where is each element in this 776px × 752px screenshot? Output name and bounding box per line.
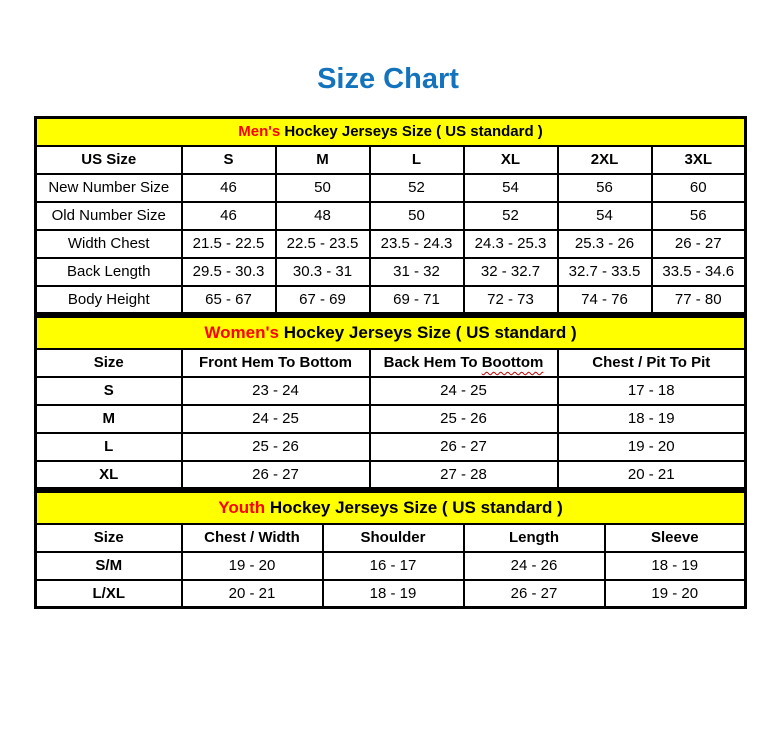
mens-section-title: Men's Hockey Jerseys Size ( US standard ) <box>36 118 746 146</box>
mens-value-cell: 46 <box>182 202 276 230</box>
youth-value-cell: 24 - 26 <box>464 552 605 580</box>
youth-col-header-1: Chest / Width <box>182 524 323 552</box>
womens-col-header-1: Front Hem To Bottom <box>182 349 370 377</box>
mens-col-header-0: US Size <box>36 146 182 174</box>
mens-value-cell: 48 <box>276 202 370 230</box>
mens-value-cell: 26 - 27 <box>652 230 746 258</box>
youth-col-header-0: Size <box>36 524 182 552</box>
womens-row-label: S <box>36 377 182 405</box>
womens-header-row <box>36 349 746 377</box>
womens-value-cell: 24 - 25 <box>370 377 558 405</box>
womens-value-cell: 20 - 21 <box>558 461 746 489</box>
womens-value-cell: 24 - 25 <box>182 405 370 433</box>
youth-size-table <box>34 490 747 609</box>
womens-row-2 <box>36 433 746 461</box>
womens-row-label: M <box>36 405 182 433</box>
mens-value-cell: 52 <box>464 202 558 230</box>
mens-row-label: New Number Size <box>36 174 182 202</box>
youth-col-header-3: Length <box>464 524 605 552</box>
womens-value-cell: 26 - 27 <box>370 433 558 461</box>
youth-value-cell: 18 - 19 <box>605 552 746 580</box>
mens-row-label: Old Number Size <box>36 202 182 230</box>
womens-row-0 <box>36 377 746 405</box>
womens-title-row <box>36 317 746 349</box>
youth-header-row <box>36 524 746 552</box>
mens-value-cell: 30.3 - 31 <box>276 258 370 286</box>
youth-col-header-4: Sleeve <box>605 524 746 552</box>
mens-value-cell: 22.5 - 23.5 <box>276 230 370 258</box>
mens-col-header-1: S <box>182 146 276 174</box>
mens-value-cell: 32.7 - 33.5 <box>558 258 652 286</box>
mens-value-cell: 31 - 32 <box>370 258 464 286</box>
womens-row-label: XL <box>36 461 182 489</box>
mens-row-label: Width Chest <box>36 230 182 258</box>
womens-value-cell: 26 - 27 <box>182 461 370 489</box>
mens-value-cell: 32 - 32.7 <box>464 258 558 286</box>
mens-row-label: Body Height <box>36 286 182 314</box>
mens-value-cell: 72 - 73 <box>464 286 558 314</box>
mens-size-table <box>34 116 747 315</box>
mens-value-cell: 33.5 - 34.6 <box>652 258 746 286</box>
mens-col-header-3: L <box>370 146 464 174</box>
mens-value-cell: 67 - 69 <box>276 286 370 314</box>
youth-section-title: Youth Hockey Jerseys Size ( US standard ) <box>36 492 746 524</box>
mens-value-cell: 56 <box>558 174 652 202</box>
womens-row-label: L <box>36 433 182 461</box>
mens-value-cell: 74 - 76 <box>558 286 652 314</box>
mens-row-label: Back Length <box>36 258 182 286</box>
youth-value-cell: 18 - 19 <box>323 580 464 608</box>
womens-col-header-2: Back Hem To Boottom <box>370 349 558 377</box>
youth-value-cell: 19 - 20 <box>182 552 323 580</box>
mens-value-cell: 77 - 80 <box>652 286 746 314</box>
mens-value-cell: 46 <box>182 174 276 202</box>
mens-header-row <box>36 146 746 174</box>
size-tables-container <box>34 116 744 609</box>
mens-value-cell: 50 <box>370 202 464 230</box>
mens-title-row <box>36 118 746 146</box>
mens-value-cell: 29.5 - 30.3 <box>182 258 276 286</box>
page-title: Size Chart <box>317 63 459 95</box>
youth-col-header-2: Shoulder <box>323 524 464 552</box>
womens-value-cell: 18 - 19 <box>558 405 746 433</box>
youth-value-cell: 16 - 17 <box>323 552 464 580</box>
mens-value-cell: 65 - 67 <box>182 286 276 314</box>
youth-row-0 <box>36 552 746 580</box>
womens-value-cell: 23 - 24 <box>182 377 370 405</box>
mens-col-header-5: 2XL <box>558 146 652 174</box>
mens-col-header-2: M <box>276 146 370 174</box>
womens-value-cell: 25 - 26 <box>370 405 558 433</box>
youth-title-row <box>36 492 746 524</box>
womens-title-accent: Women's <box>204 322 279 342</box>
mens-row-4 <box>36 286 746 314</box>
womens-value-cell: 27 - 28 <box>370 461 558 489</box>
mens-value-cell: 69 - 71 <box>370 286 464 314</box>
youth-row-label: L/XL <box>36 580 182 608</box>
youth-title-accent: Youth <box>218 497 266 517</box>
youth-row-1 <box>36 580 746 608</box>
youth-row-label: S/M <box>36 552 182 580</box>
youth-value-cell: 19 - 20 <box>605 580 746 608</box>
mens-value-cell: 54 <box>464 174 558 202</box>
mens-value-cell: 56 <box>652 202 746 230</box>
womens-row-3 <box>36 461 746 489</box>
womens-row-1 <box>36 405 746 433</box>
mens-value-cell: 60 <box>652 174 746 202</box>
mens-value-cell: 25.3 - 26 <box>558 230 652 258</box>
mens-row-3 <box>36 258 746 286</box>
mens-value-cell: 52 <box>370 174 464 202</box>
mens-value-cell: 54 <box>558 202 652 230</box>
mens-value-cell: 21.5 - 22.5 <box>182 230 276 258</box>
youth-value-cell: 20 - 21 <box>182 580 323 608</box>
mens-col-header-4: XL <box>464 146 558 174</box>
mens-value-cell: 50 <box>276 174 370 202</box>
misspelled-word: Boottom <box>481 354 544 371</box>
mens-value-cell: 24.3 - 25.3 <box>464 230 558 258</box>
youth-value-cell: 26 - 27 <box>464 580 605 608</box>
womens-value-cell: 19 - 20 <box>558 433 746 461</box>
womens-col-header-3: Chest / Pit To Pit <box>558 349 746 377</box>
womens-size-table <box>34 315 747 490</box>
mens-col-header-6: 3XL <box>652 146 746 174</box>
womens-value-cell: 17 - 18 <box>558 377 746 405</box>
womens-value-cell: 25 - 26 <box>182 433 370 461</box>
womens-col-header-0: Size <box>36 349 182 377</box>
mens-row-1 <box>36 202 746 230</box>
mens-title-accent: Men's <box>238 123 281 141</box>
mens-value-cell: 23.5 - 24.3 <box>370 230 464 258</box>
mens-row-0 <box>36 174 746 202</box>
mens-row-2 <box>36 230 746 258</box>
womens-section-title: Women's Hockey Jerseys Size ( US standard ) <box>36 317 746 349</box>
